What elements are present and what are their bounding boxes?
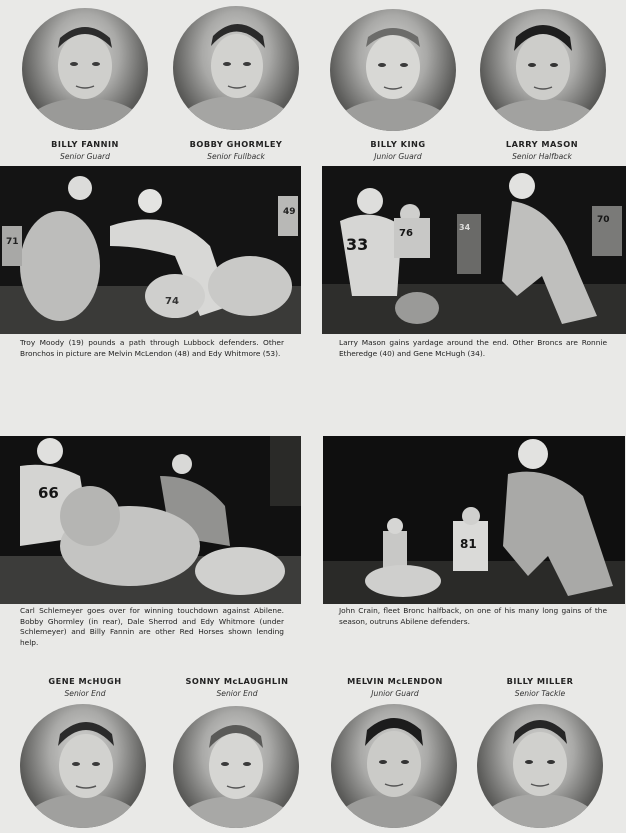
player-position: Junior Guard <box>374 152 422 161</box>
portrait-bobby-ghormley <box>173 6 299 130</box>
photo-caption: Carl Schlemeyer goes over for winning touchdown against Abilene. Bobby Ghormley (in rear), Dale Sherrod and Edy Whitmore (under Schlemeyer) and Billy Fannin are other Red Horses shown lending help. <box>20 606 284 647</box>
portrait-sonny-mclaughlin <box>173 706 299 828</box>
jersey-number: 81 <box>460 537 477 551</box>
jersey-number: 49 <box>283 207 296 217</box>
portrait-image <box>173 6 299 130</box>
player-name: SONNY McLAUGHLIN <box>185 676 289 686</box>
jersey-number: 66 <box>38 484 59 502</box>
player-position: Senior Fullback <box>207 152 265 161</box>
action-photo-image <box>322 166 626 334</box>
action-photo-image <box>0 436 301 604</box>
jersey-number: 33 <box>346 235 369 254</box>
portrait-billy-king <box>330 9 456 131</box>
player-name: BOBBY GHORMLEY <box>189 139 283 149</box>
player-name: BILLY FANNIN <box>51 139 119 149</box>
portrait-image <box>331 704 457 828</box>
player-position: Senior Guard <box>60 152 110 161</box>
player-name: BILLY MILLER <box>506 676 574 686</box>
player-name: MELVIN McLENDON <box>347 676 443 686</box>
jersey-number: 34 <box>459 223 471 232</box>
player-position: Senior End <box>216 689 258 698</box>
action-photo-image <box>323 436 625 604</box>
jersey-number: 76 <box>399 228 413 239</box>
portrait-larry-mason <box>480 9 606 131</box>
action-photo-image <box>0 166 301 334</box>
player-position: Senior End <box>64 689 106 698</box>
action-photo-lubbock <box>0 166 301 334</box>
portrait-image <box>20 704 146 828</box>
photo-caption: Troy Moody (19) pounds a path through Lubbock defenders. Other Bronchos in picture are Melvin McLendon (48) and Edy Whitmore (53). <box>20 338 284 358</box>
jersey-number: 71 <box>6 237 19 247</box>
action-photo-mason-run <box>322 166 626 334</box>
photo-caption: John Crain, fleet Bronc halfback, on one of his many long gains of the season, outruns Abilene defenders. <box>339 606 607 626</box>
player-name: GENE McHUGH <box>48 676 122 686</box>
jersey-number: 70 <box>597 215 610 225</box>
player-position: Junior Guard <box>371 689 419 698</box>
portrait-billy-fannin <box>22 8 148 130</box>
portrait-billy-miller <box>477 704 603 828</box>
jersey-number: 74 <box>165 296 179 307</box>
action-photo-abilene-touchdown <box>0 436 301 604</box>
portrait-image <box>330 9 456 131</box>
player-position: Senior Halfback <box>512 152 572 161</box>
portrait-melvin-mclendon <box>331 704 457 828</box>
action-photo-crain-run <box>323 436 625 604</box>
photo-caption: Larry Mason gains yardage around the end. Other Broncs are Ronnie Etheredge (40) and Gene McHugh (34). <box>339 338 607 358</box>
player-position: Senior Tackle <box>514 689 566 698</box>
portrait-image <box>173 706 299 828</box>
portrait-image <box>477 704 603 828</box>
player-name: BILLY KING <box>370 139 426 149</box>
portrait-image <box>22 8 148 130</box>
portrait-gene-mchugh <box>20 704 146 828</box>
player-name: LARRY MASON <box>505 139 579 149</box>
portrait-image <box>480 9 606 131</box>
